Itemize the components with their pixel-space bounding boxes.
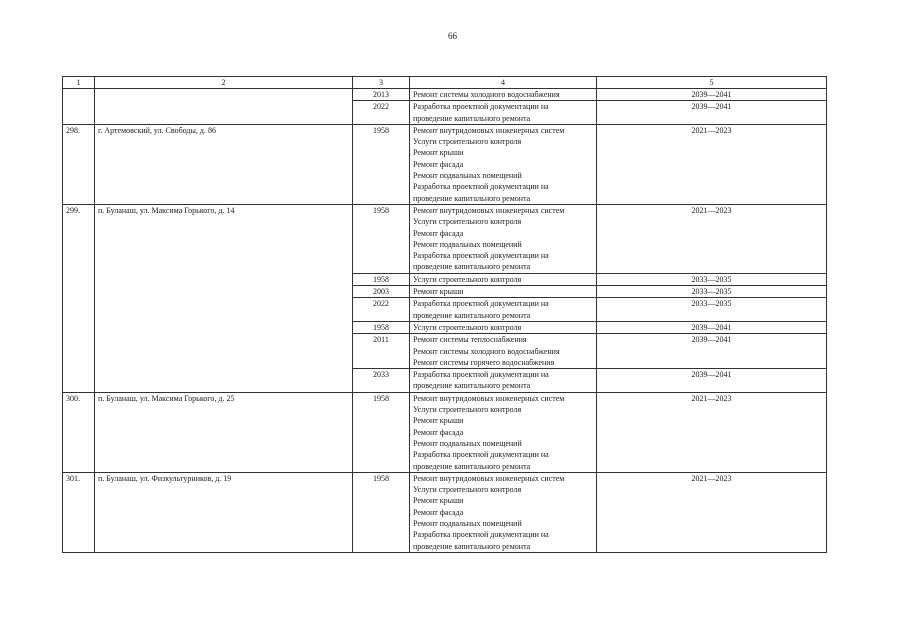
work-item: Ремонт системы теплоснабжения: [413, 335, 527, 345]
year-cell: 2033: [353, 369, 410, 393]
year-cell: 2013: [353, 89, 410, 101]
work-item: Ремонт внутридомовых инженерных систем: [413, 393, 565, 403]
work-item: Разработка проектной документации на: [413, 182, 549, 192]
repair-schedule-table: [62, 76, 827, 553]
table-row: [63, 124, 827, 204]
works-cell: [410, 321, 597, 333]
work-item: Ремонт подвальных помещений: [413, 438, 522, 448]
work-item: Ремонт внутридомовых инженерных систем: [413, 205, 565, 215]
year-cell: 1958: [353, 273, 410, 285]
work-item: Ремонт внутридомовых инженерных систем: [413, 473, 565, 483]
year-cell: 2022: [353, 298, 410, 322]
year-cell: 1958: [353, 204, 410, 273]
work-item: Ремонт системы холодного водоснабжения: [413, 346, 560, 356]
work-item: Разработка проектной документации на: [413, 530, 549, 540]
year-cell: 2003: [353, 286, 410, 298]
works-cell: [410, 392, 597, 472]
works-cell: [410, 124, 597, 204]
table-row: [63, 472, 827, 552]
period-cell: 2039—2041: [597, 334, 827, 369]
work-item: Ремонт системы горячего водоснабжения: [413, 357, 555, 367]
work-item: проведение капитального ремонта: [413, 381, 531, 391]
work-item: Ремонт крыши: [413, 496, 464, 506]
work-item: Ремонт подвальных помещений: [413, 518, 522, 528]
work-item: Услуги строительного контроля: [413, 217, 522, 227]
column-header: 3: [353, 77, 410, 89]
works-cell: [410, 286, 597, 298]
work-item: Услуги строительного контроля: [413, 405, 522, 415]
works-cell: [410, 298, 597, 322]
works-cell: [410, 273, 597, 285]
period-cell: 2039—2041: [597, 101, 827, 125]
table-row: [63, 89, 827, 101]
page-number: 66: [448, 31, 457, 41]
period-cell: 2021—2023: [597, 472, 827, 552]
work-item: Ремонт системы холодного водоснабжения: [413, 90, 560, 99]
works-cell: [410, 101, 597, 125]
object-number-cell: 301.: [63, 472, 95, 552]
work-item: Ремонт фасада: [413, 159, 464, 169]
period-cell: 2021—2023: [597, 124, 827, 204]
work-item: Услуги строительного контроля: [413, 322, 522, 332]
object-number-cell: 300.: [63, 392, 95, 472]
work-item: проведение капитального ремонта: [413, 113, 531, 123]
work-item: проведение капитального ремонта: [413, 541, 531, 551]
work-item: Разработка проектной документации на: [413, 102, 549, 112]
work-item: Разработка проектной документации на: [413, 370, 549, 380]
work-item: проведение капитального ремонта: [413, 262, 531, 272]
work-item: Разработка проектной документации на: [413, 251, 549, 261]
year-cell: 1958: [353, 472, 410, 552]
works-cell: [410, 369, 597, 393]
period-cell: 2033—2035: [597, 286, 827, 298]
period-cell: 2039—2041: [597, 89, 827, 101]
works-cell: [410, 472, 597, 552]
work-item: Услуги строительного контроля: [413, 137, 522, 147]
period-cell: 2033—2035: [597, 298, 827, 322]
work-item: проведение капитального ремонта: [413, 461, 531, 471]
work-item: Ремонт фасада: [413, 427, 464, 437]
year-cell: 1958: [353, 124, 410, 204]
address-cell: п. Буланаш, ул. Физкультурников, д. 19: [95, 472, 353, 552]
column-header: 2: [95, 77, 353, 89]
period-cell: 2039—2041: [597, 321, 827, 333]
year-cell: 1958: [353, 321, 410, 333]
work-item: Услуги строительного контроля: [413, 485, 522, 495]
work-item: Услуги строительного контроля: [413, 274, 522, 284]
object-number-cell: [63, 89, 95, 125]
work-item: Ремонт крыши: [413, 287, 464, 297]
address-cell: п. Буланаш, ул. Максима Горького, д. 14: [95, 204, 353, 392]
work-item: Ремонт фасада: [413, 507, 464, 517]
works-cell: [410, 89, 597, 101]
work-item: Ремонт крыши: [413, 148, 464, 158]
work-item: Ремонт фасада: [413, 228, 464, 238]
column-header: 5: [597, 77, 827, 89]
table-row: [63, 392, 827, 472]
work-item: Разработка проектной документации на: [413, 299, 549, 309]
works-cell: [410, 204, 597, 273]
year-cell: 2011: [353, 334, 410, 369]
work-item: Ремонт внутридомовых инженерных систем: [413, 125, 565, 135]
object-number-cell: 298.: [63, 124, 95, 204]
work-item: Ремонт подвальных помещений: [413, 239, 522, 249]
year-cell: 1958: [353, 392, 410, 472]
works-cell: [410, 334, 597, 369]
address-cell: [95, 89, 353, 125]
table-row: [63, 204, 827, 273]
work-item: Ремонт крыши: [413, 416, 464, 426]
table-body: [63, 89, 827, 553]
address-cell: п. Буланаш, ул. Максима Горького, д. 25: [95, 392, 353, 472]
year-cell: 2022: [353, 101, 410, 125]
period-cell: 2021—2023: [597, 392, 827, 472]
column-header: 1: [63, 77, 95, 89]
period-cell: 2021—2023: [597, 204, 827, 273]
work-item: Разработка проектной документации на: [413, 450, 549, 460]
work-item: проведение капитального ремонта: [413, 193, 531, 203]
period-cell: 2039—2041: [597, 369, 827, 393]
column-header: 4: [410, 77, 597, 89]
object-number-cell: 299.: [63, 204, 95, 392]
table-header-row: [63, 77, 827, 89]
work-item: проведение капитального ремонта: [413, 310, 531, 320]
address-cell: г. Артемовский, ул. Свободы, д. 86: [95, 124, 353, 204]
work-item: Ремонт подвальных помещений: [413, 171, 522, 181]
period-cell: 2033—2035: [597, 273, 827, 285]
